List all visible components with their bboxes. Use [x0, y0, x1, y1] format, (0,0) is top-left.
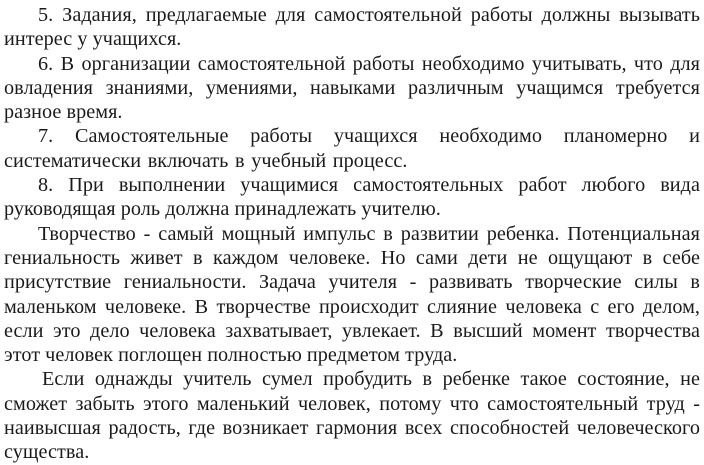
paragraph-item-8: 8. При выполнении учащимися самостоятельных работ любого вида руководящая роль должна принадлежать учителю.	[4, 174, 700, 221]
paragraph-item-5: 5. Задания, предлагаемые для самостоятельной работы должны вызывать интерес у учащихся.	[4, 4, 700, 51]
paragraph-item-6: 6. В организации самостоятельной работы необходимо учитывать, что для овладения знаниями, умениями, навыками различным учащимся требуется разное время.	[4, 52, 700, 124]
paragraph-creativity: Творчество - самый мощный импульс в развитии ребенка. Потенциальная гениальность живет в каждом человеке. Но сами дети не ощущают в себе присутствие гениальности. Задача учителя - развивать творческие силы в маленьком человеке. В творчестве происходит слияние человека с его делом, если это дело человека захватывает, увлекает. В высший момент творчества этот человек поглощен полностью предметом труда.	[4, 222, 700, 367]
paragraph-item-7: 7. Самостоятельные работы учащихся необходимо планомерно и систематически включать в учебный процесс.	[4, 125, 700, 172]
paragraph-conclusion: Если однажды учитель сумел пробудить в ребенке такое состояние, не сможет забыть этого маленький человек, потому что самостоятельный труд - наивысшая радость, где возникает гармония всех способностей человеческого существа.	[4, 368, 700, 464]
